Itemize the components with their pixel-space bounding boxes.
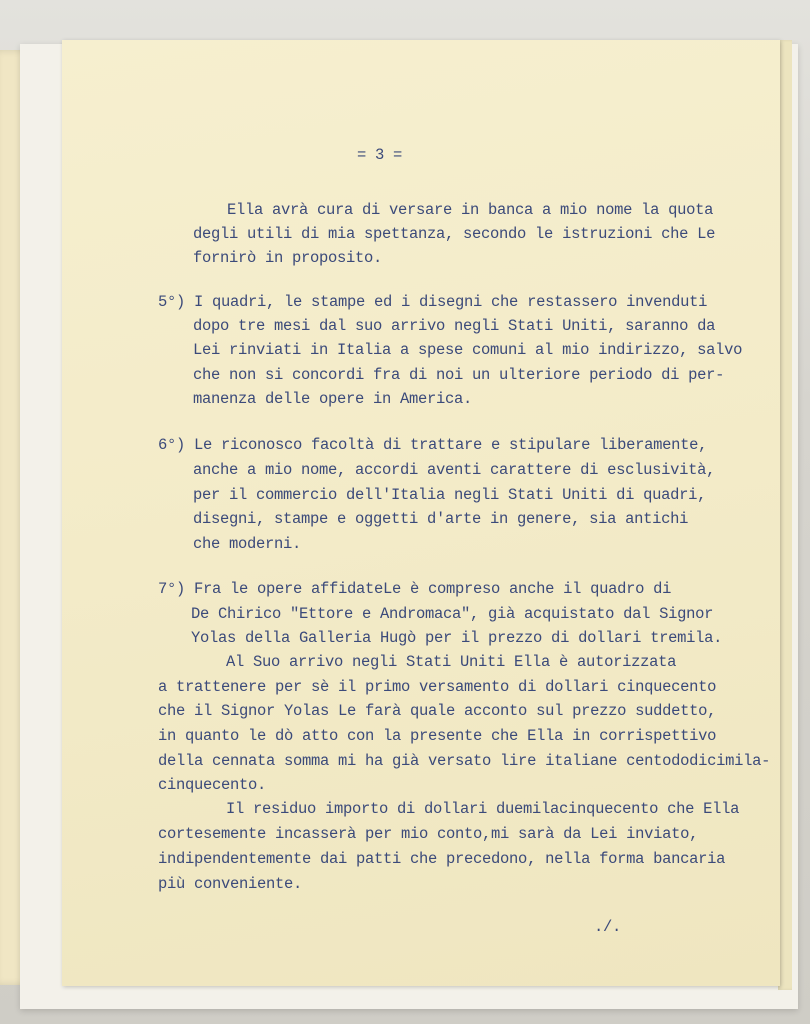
text-line: della cennata somma mi ha già versato lire italiane centododicimila- bbox=[158, 752, 771, 770]
text-line: De Chirico "Ettore e Andromaca", già acquistato dal Signor bbox=[191, 605, 714, 623]
text-line: cinquecento. bbox=[158, 776, 267, 794]
text-line: che non si concordi fra di noi un ulteriore periodo di per- bbox=[193, 366, 725, 384]
continuation-mark: ./. bbox=[594, 918, 622, 936]
text-line: per il commercio dell'Italia negli Stati Uniti di quadri, bbox=[193, 486, 707, 504]
text-line: Ella avrà cura di versare in banca a mio nome la quota bbox=[227, 201, 714, 219]
text-line: manenza delle opere in America. bbox=[193, 390, 473, 408]
text-line: Lei rinviati in Italia a spese comuni al mio indirizzo, salvo bbox=[193, 341, 743, 359]
text-line: Yolas della Galleria Hugò per il prezzo di dollari tremila. bbox=[191, 629, 723, 647]
text-line: cortesemente incasserà per mio conto,mi sarà da Lei inviato, bbox=[158, 825, 699, 843]
text-line: fornirò in proposito. bbox=[193, 249, 383, 267]
text-line: indipendentemente dai patti che precedono, nella forma bancaria bbox=[158, 850, 726, 868]
text-line: 5°) I quadri, le stampe ed i disegni che restassero invenduti bbox=[158, 293, 708, 311]
text-line: Al Suo arrivo negli Stati Uniti Ella è autorizzata bbox=[226, 653, 677, 671]
text-line: più conveniente. bbox=[158, 875, 303, 893]
text-line: 6°) Le riconosco facoltà di trattare e stipulare liberamente, bbox=[158, 436, 708, 454]
text-line: in quanto le dò atto con la presente che Ella in corrispettivo bbox=[158, 727, 717, 745]
text-line: che moderni. bbox=[193, 535, 302, 553]
text-line: dopo tre mesi dal suo arrivo negli Stati Uniti, saranno da bbox=[193, 317, 716, 335]
paper-edge bbox=[778, 40, 792, 990]
text-line: degli utili di mia spettanza, secondo le istruzioni che Le bbox=[193, 225, 716, 243]
text-line: a trattenere per sè il primo versamento di dollari cinquecento bbox=[158, 678, 717, 696]
text-line: disegni, stampe e oggetti d'arte in genere, sia antichi bbox=[193, 510, 689, 528]
page-number: = 3 = bbox=[357, 146, 403, 164]
text-line: Il residuo importo di dollari duemilacinquecento che Ella bbox=[226, 800, 740, 818]
text-line: anche a mio nome, accordi aventi carattere di esclusività, bbox=[193, 461, 716, 479]
text-line: che il Signor Yolas Le farà quale acconto sul prezzo suddetto, bbox=[158, 702, 717, 720]
text-line: 7°) Fra le opere affidateLe è compreso anche il quadro di bbox=[158, 580, 672, 598]
